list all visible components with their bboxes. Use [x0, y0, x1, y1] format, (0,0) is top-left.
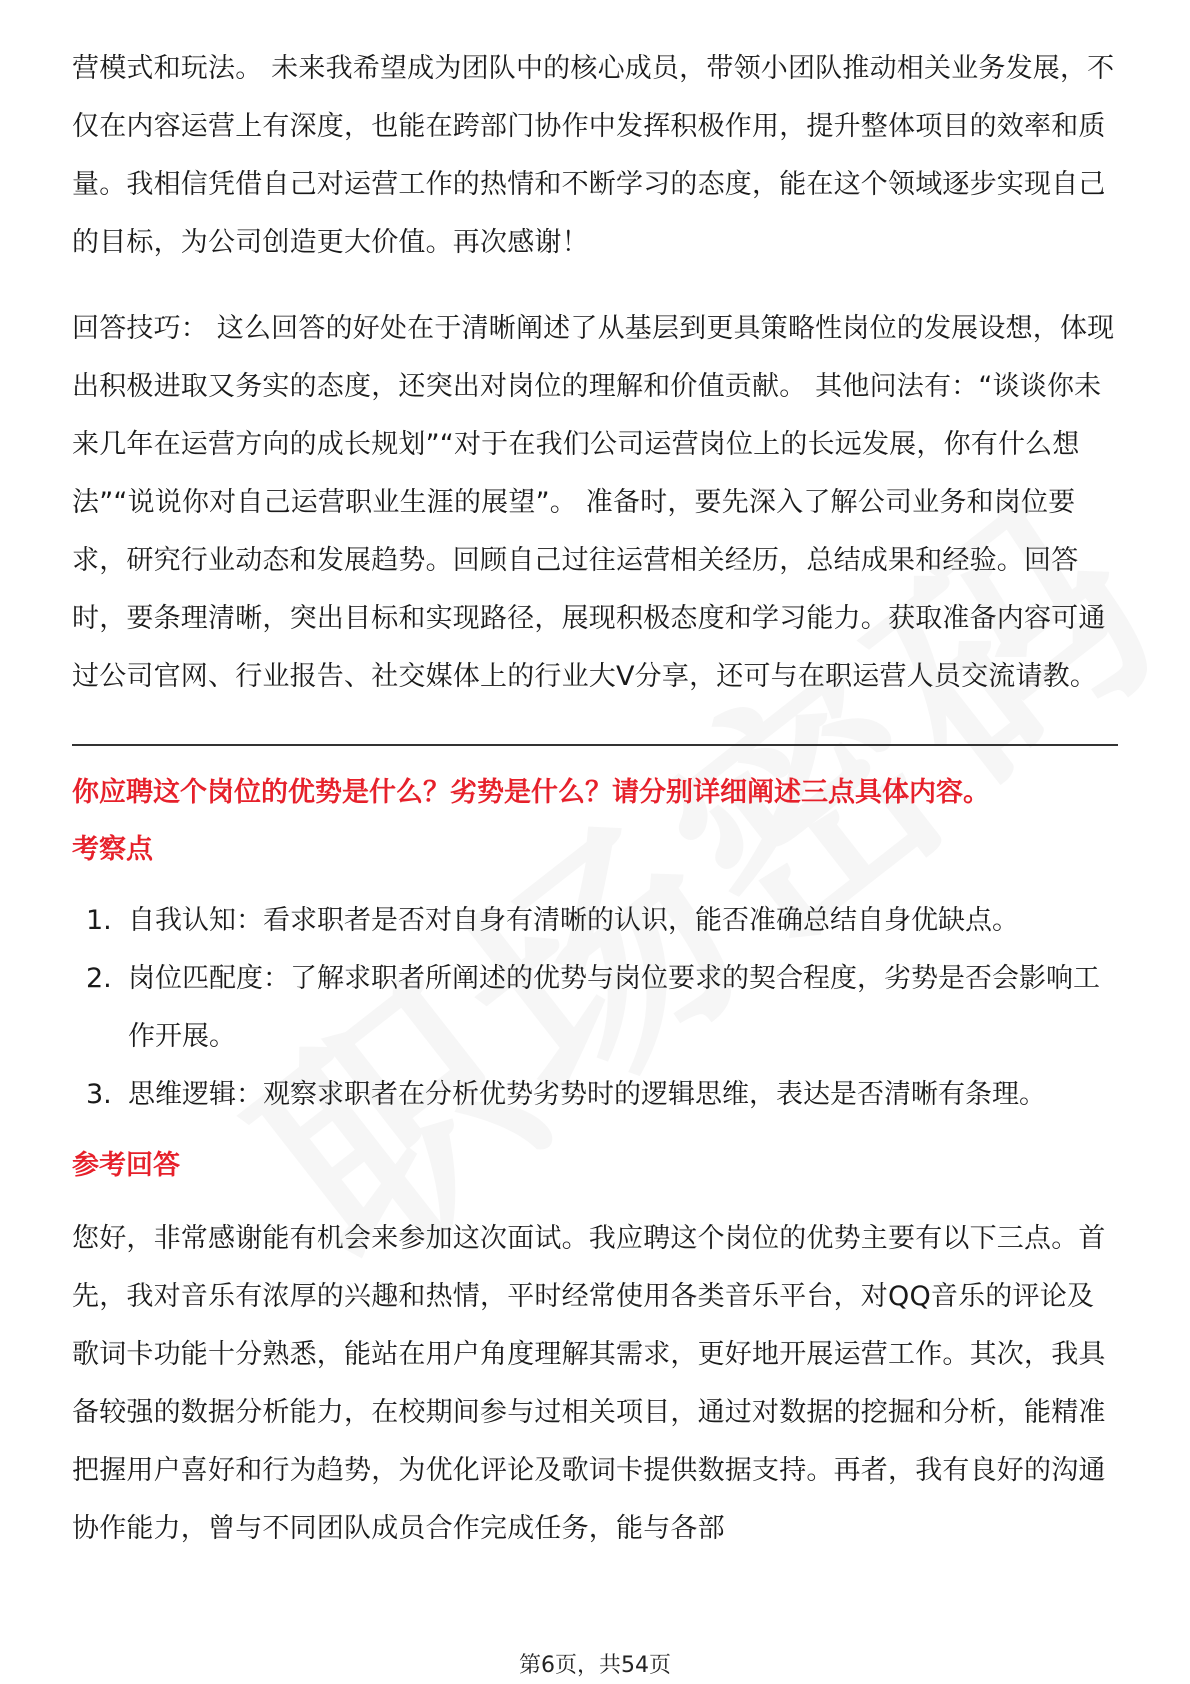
list-item-number: 3. [86, 1079, 112, 1110]
list-item [72, 1066, 1118, 1124]
spacer [72, 272, 1118, 300]
list-item [72, 892, 1118, 950]
list-item [72, 950, 1118, 1066]
tips-paragraph: 回答技巧： 这么回答的好处在于清晰阐述了从基层到更具策略性岗位的发展设想，体现出积极进取又务实的态度，还突出对岗位的理解和价值贡献。 其他问法有：“谈谈你未来几年在运营方向的成长规划”“对于在我们公司运营岗位上的长远发展，你有什么想法”“说说你对自己运营职业生涯的展望”。 准备时，要先深入了解公司业务和岗位要求，研究行业动态和发展趋势。回顾自己过往运营相关经历，总结成果和经验。回答时，要条理清晰，突出目标和实现路径，展现积极态度和学习能力。获取准备内容可通过公司官网、行业报告、社交媒体上的行业大V分享，还可与在职运营人员交流请教。 [72, 313, 1115, 692]
list-item-number: 2. [86, 963, 112, 994]
document-page [72, 40, 1118, 1558]
assessment-title: 考察点 [72, 834, 153, 865]
page-footer: 第6页，共54页 [519, 1653, 671, 1678]
reference-answer: 您好，非常感谢能有机会来参加这次面试。我应聘这个岗位的优势主要有以下三点。首先，我对音乐有浓厚的兴趣和热情，平时经常使用各类音乐平台，对QQ音乐的评论及歌词卡功能十分熟悉，能站在用户角度理解其需求，更好地开展运营工作。其次，我具备较强的数据分析能力，在校期间参与过相关项目，通过对数据的挖掘和分析，能精准把握用户喜好和行为趋势，为优化评论及歌词卡提供数据支持。再者，我有良好的沟通协作能力，曾与不同团队成员合作完成任务，能与各部 [72, 1223, 1106, 1544]
list-item-text: 自我认知：看求职者是否对自身有清晰的认识，能否准确总结自身优缺点。 [128, 905, 1019, 936]
list-item-number: 1. [86, 905, 112, 936]
reference-title: 参考回答 [72, 1150, 180, 1181]
question-heading: 你应聘这个岗位的优势是什么？劣势是什么？请分别详细阐述三点具体内容。 [72, 777, 990, 808]
list-item-text: 岗位匹配度：了解求职者所阐述的优势与岗位要求的契合程度，劣势是否会影响工作开展。 [128, 963, 1100, 1052]
intro-paragraph: 营模式和玩法。 未来我希望成为团队中的核心成员，带领小团队推动相关业务发展，不仅在内容运营上有深度，也能在跨部门协作中发挥积极作用，提升整体项目的效率和质量。我相信凭借自己对运营工作的热情和不断学习的态度，能在这个领域逐步实现自己的目标，为公司创造更大价值。再次感谢！ [72, 53, 1115, 258]
list-item-text: 思维逻辑：观察求职者在分析优势劣势时的逻辑思维，表达是否清晰有条理。 [128, 1079, 1046, 1110]
assessment-list [72, 892, 1118, 1124]
section-divider [72, 744, 1118, 746]
